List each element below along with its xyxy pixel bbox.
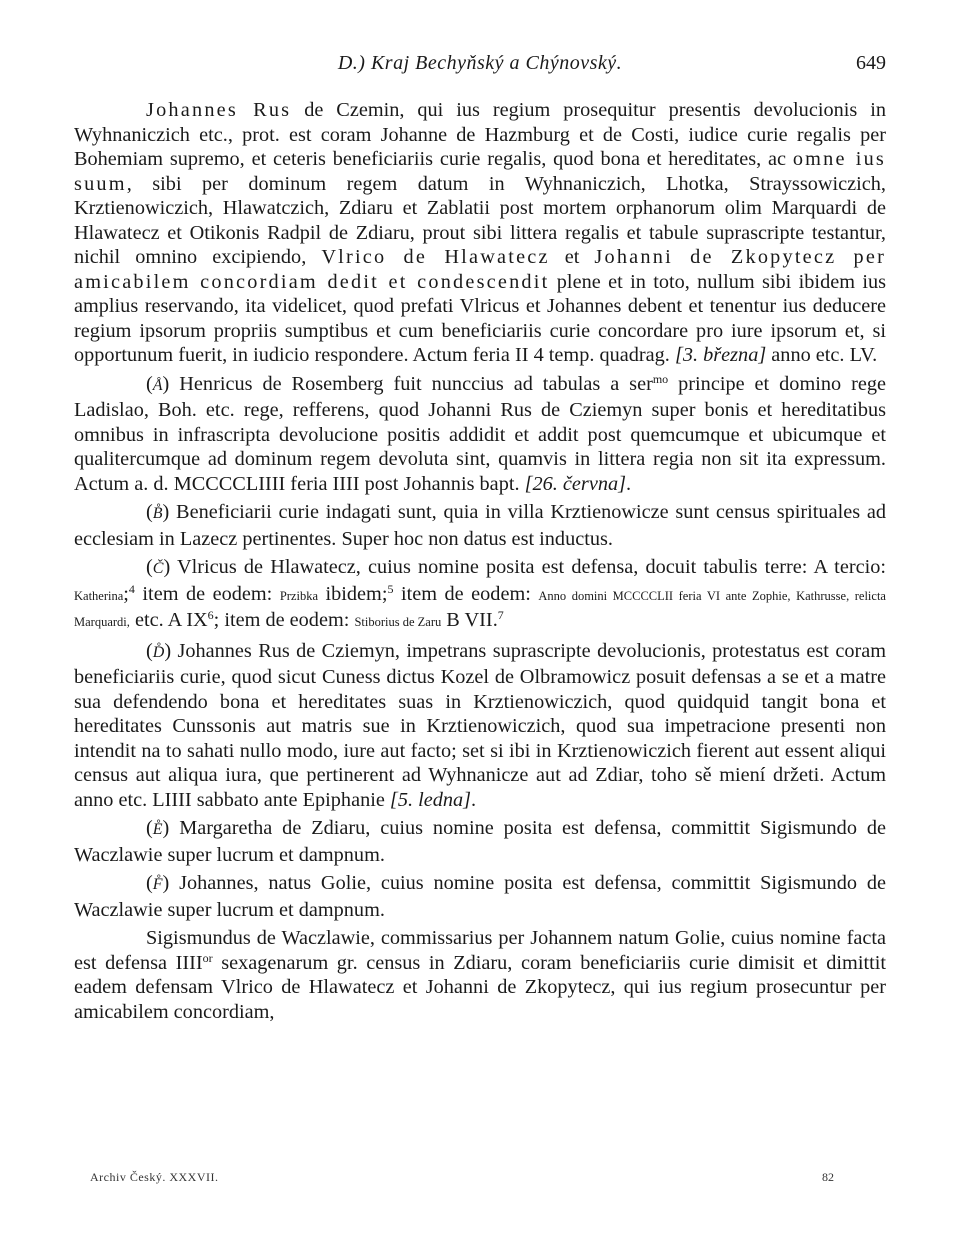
- date-note: [3. března]: [674, 344, 767, 366]
- small-text: Katherina: [74, 588, 124, 603]
- text-run: sexagenarum gr. census in Zdiaru, coram beneficiariis curie dimisit et dimittit eadem defensam Vlrico de Hlawatecz et Johanni de Zkopytecz, qui ius regium prosecuntur per amicabilem concordiam,: [74, 951, 886, 1023]
- paren: (: [146, 639, 153, 662]
- text-run: Margaretha de Zdiaru, cuius nomine posita est defensa, committit Sigismundo de Waczlawie super lucrum et dampnum.: [74, 817, 886, 866]
- text-run: Johannes, natus Golie, cuius nomine posita est defensa, committit Sigismundo de Waczlawie super lucrum et dampnum.: [74, 872, 886, 921]
- text-run: .: [471, 788, 477, 811]
- paren: ): [162, 817, 170, 839]
- paren: ): [162, 872, 170, 894]
- section-letter: Å: [152, 376, 163, 394]
- page-number: 649: [856, 52, 886, 74]
- paragraph-f: [74, 871, 886, 922]
- paren: ): [164, 639, 172, 662]
- text-run: et: [549, 246, 595, 268]
- section-letter: Č: [152, 560, 164, 577]
- section-letter: E̊: [152, 821, 163, 838]
- paragraph-g: [74, 926, 886, 1024]
- date-note: [26. června]: [524, 472, 626, 495]
- signature-mark: 82: [822, 1170, 834, 1184]
- paren: (: [146, 501, 153, 523]
- spaced-name: Johannes Rus: [146, 99, 292, 121]
- paragraph-main-entry: [74, 98, 886, 368]
- paren: ): [162, 501, 170, 523]
- text-run: Sigismundus de Waczlawie, commissarius per Johannem natum Golie, cuius nomine facta est defensa IIII: [74, 927, 886, 974]
- source-note: Archiv Český. XXXVII.: [90, 1170, 219, 1184]
- paren: (: [146, 817, 153, 839]
- section-letter: B̊: [152, 505, 163, 522]
- text-run: de Czemin, qui ius regium prosequitur presentis devolucionis in Wyhnaniczich etc., prot. est coram Johanne de Hazmburg et de Costi, iudice curie regalis per Bohemiam supremo, et ceteris beneficiariis curie regalis, quod bona et hereditates, ac: [74, 99, 886, 170]
- paren: ): [162, 372, 170, 395]
- text-run: ibidem;: [318, 582, 388, 605]
- text-run: principe et domino rege Ladislao, Boh. etc. rege, refferens, quod Johanni Rus de Cziemyn super bonis et hereditatibus omnibus in infrascripta devolucione positis addidit et addit post quemcumque et ubicumque et qualitercumque ad dominum regem devoluta sint, quamvis in littera regia non sit ita expressum. Actum a. d. MCCCCLIIII feria IIII post Johannis bapt.: [74, 372, 886, 495]
- text-run: etc. A IX: [129, 609, 208, 631]
- paren: (: [146, 372, 153, 395]
- text-run: Henricus de Rosemberg fuit nunccius ad tabulas a ser: [169, 372, 653, 395]
- text-run: Vlricus de Hlawatecz, cuius nomine posita est defensa, docuit tabulis terre: A tercio:: [170, 556, 886, 578]
- text-run: ; item de eodem:: [213, 609, 355, 631]
- paragraph-d: [74, 639, 886, 813]
- paren: (: [146, 556, 153, 578]
- small-text: Anno domini MCCCCLII feria VI ante Zophie, Kathrusse, relicta Marquardi,: [74, 588, 886, 629]
- date-note: [5. ledna]: [389, 788, 472, 811]
- document-page: [74, 50, 886, 1028]
- small-text: Przibka: [279, 588, 318, 603]
- paragraph-e: [74, 816, 886, 867]
- paren: ): [163, 556, 171, 578]
- section-letter: F̊: [152, 876, 163, 893]
- spaced-phrase: Johanni de Zkopytecz per amicabilem concordiam dedit et condescendit: [74, 246, 887, 293]
- section-letter: D̊: [152, 643, 165, 661]
- superscript: or: [202, 950, 213, 965]
- paragraph-a: [74, 372, 886, 497]
- spaced-name: Vlrico de Hlawatecz: [321, 246, 550, 268]
- running-header: [74, 50, 886, 84]
- spaced-phrase: omne ius suum: [74, 148, 886, 195]
- footnote-ref: 5: [387, 581, 394, 596]
- page-footer: [74, 1170, 834, 1192]
- paragraph-c: [74, 555, 886, 635]
- text-run: , sibi per dominum regem datum in Wyhnaniczich, Lhotka, Strayssowiczich, Krztienowiczich, Hlawatczich, Zdiaru et Zablatii post mortem orphanorum olim Marquardi de Hlawatecz et Otikonis Radpil de Zdiaru, prout sibi littera regalis et tabule suprascripte testantur, nichil omnino excipiendo,: [74, 172, 886, 268]
- text-run: B VII.: [441, 609, 498, 631]
- text-run: item de eodem:: [134, 582, 280, 605]
- text-run: Beneficiarii curie indagati sunt, quia in villa Krztienowicze sunt census spirituales ad ecclesiam in Lazecz pertinentes. Super hoc non datus est inductus.: [74, 501, 886, 550]
- text-run: Johannes Rus de Cziemyn, impetrans suprascripte devolucionis, protestatus est coram beneficiariis curie, quod sicut Cuness dictus Kozel de Olbramowicz posuit defensas a se et a matre sua defendendo bona et hereditates suas in Krztienowiczich, quod quidquid tangit bona et hereditates Cunssonis aut matris sue in Krztienowiczich, quod sua impetracione presenti non intendit na to sahati nullo modo, iure aut facto; set si ibi in Krztienowiczich fierent aut essent aliqui census aut aliqua iura, que pertinerent ad Wyhnanicze aut ad Zdiar, toho sě miení držeti. Actum anno etc. LIIII sabbato ante Epiphanie: [74, 639, 886, 811]
- superscript: mo: [652, 371, 669, 386]
- footnote-ref: 6: [207, 608, 214, 622]
- footnote-ref: 4: [128, 581, 135, 596]
- text-run: anno etc. LV.: [766, 344, 878, 366]
- footnote-ref: 7: [497, 608, 504, 622]
- text-run: ;: [123, 582, 129, 605]
- small-text: Stiborius de Zaru: [354, 615, 442, 629]
- text-run: .: [626, 472, 632, 495]
- paren: (: [146, 872, 153, 894]
- text-run: item de eodem:: [393, 582, 539, 605]
- paragraph-b: [74, 500, 886, 551]
- text-run: plene et in toto, nullum sibi ibidem ius amplius reservando, ita videlicet, quod prefati Vlricus et Johannes debent et tenentur ius deducere regium ipsorum propriis sumptibus et cum beneficiariis curie concordare pro iure ipsorum et, si opportunum fuerit, in iudicio respondere. Actum feria II 4 temp. quadrag.: [74, 270, 887, 366]
- page-body: [74, 98, 886, 1024]
- page-title: D.) Kraj Bechyňský a Chýnovský.: [337, 52, 623, 74]
